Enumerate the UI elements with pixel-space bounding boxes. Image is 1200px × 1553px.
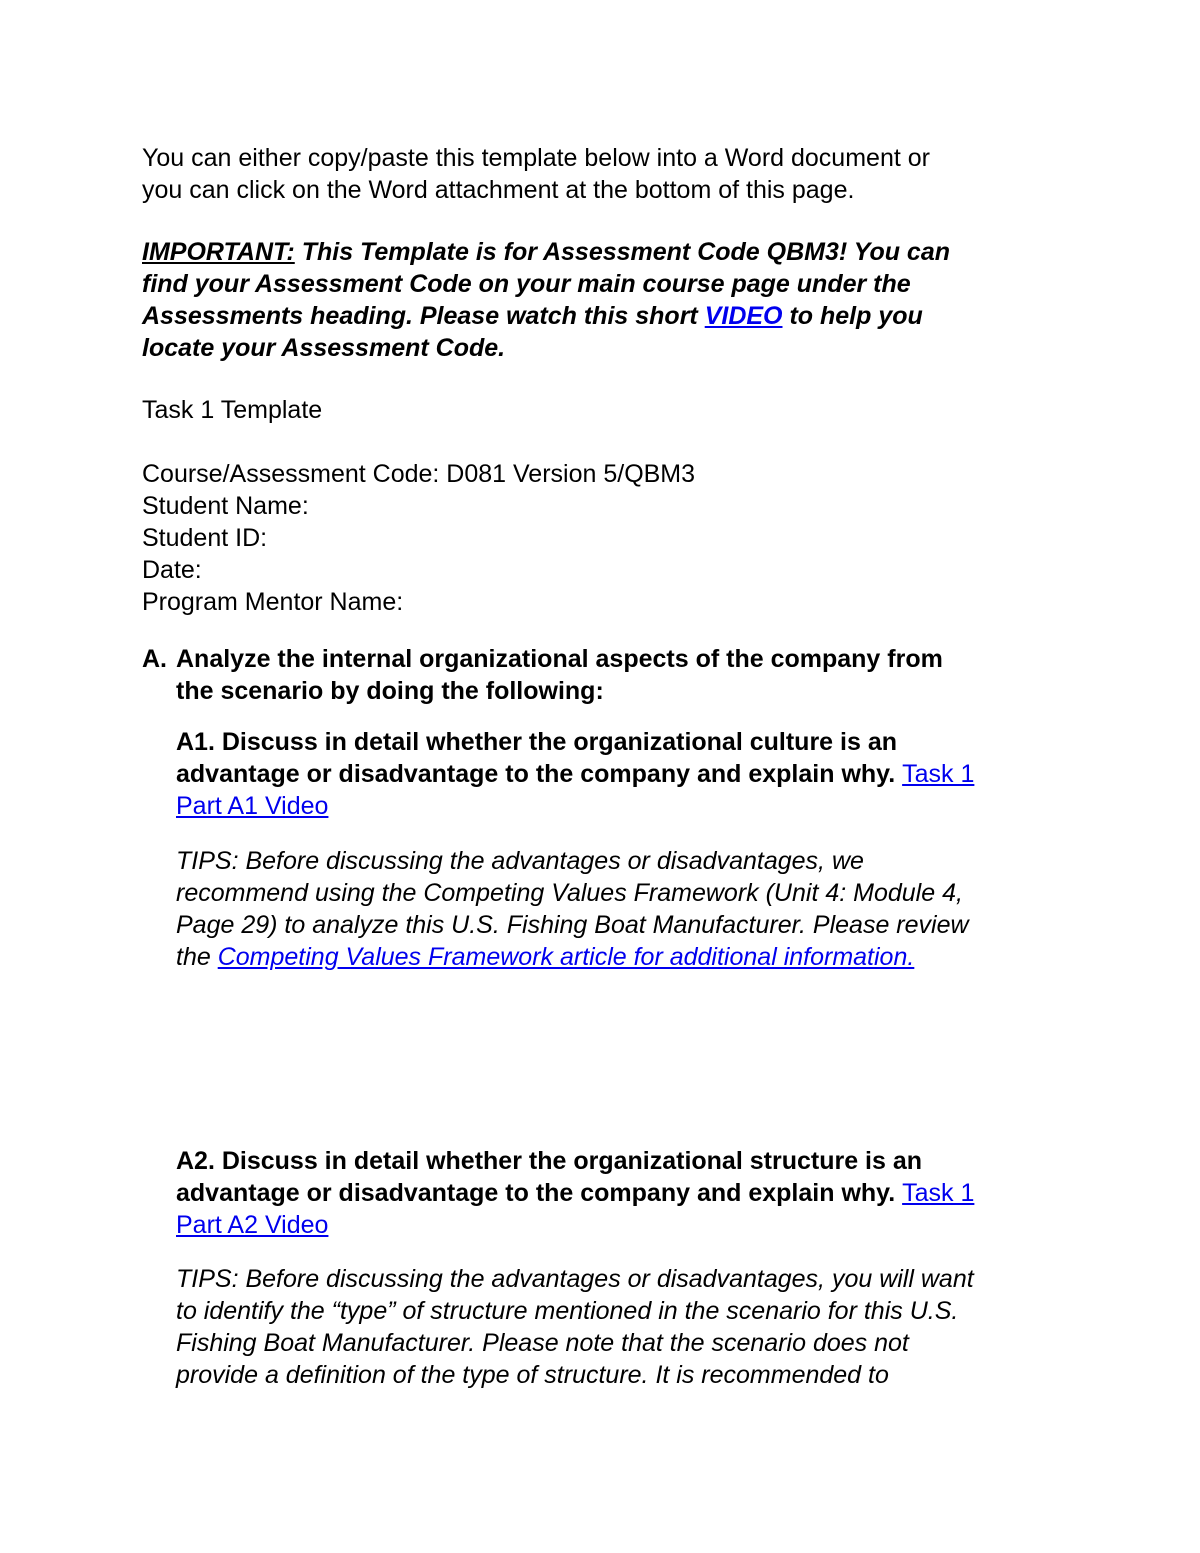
- important-text: Assessments heading. Please watch this short: [142, 302, 705, 330]
- important-line: [142, 300, 950, 332]
- a2-line: [176, 1209, 974, 1241]
- competing-values-link[interactable]: Competing Values Framework article for additional information.: [217, 943, 915, 971]
- mentor-name-field: Program Mentor Name:: [142, 588, 404, 616]
- a1-tips-line: TIPS: Before discussing the advantages or disadvantages, we: [176, 847, 864, 875]
- a1-tips-line: [176, 941, 969, 973]
- a2-tips-line: TIPS: Before discussing the advantages or disadvantages, you will want: [176, 1265, 974, 1293]
- a2-line: A2. Discuss in detail whether the organizational structure is an: [176, 1147, 923, 1175]
- a1-text: advantage or disadvantage to the company and explain why.: [176, 760, 896, 788]
- a1-line: [176, 790, 974, 822]
- important-line: [142, 236, 950, 268]
- intro-paragraph: [142, 142, 930, 206]
- a1-tips: [176, 845, 969, 973]
- section-a-letter: A.: [142, 645, 167, 673]
- a2-tips-line: Fishing Boat Manufacturer. Please note that the scenario does not: [176, 1329, 909, 1357]
- a1-tips-line: recommend using the Competing Values Framework (Unit 4: Module 4,: [176, 879, 963, 907]
- important-label: IMPORTANT:: [142, 238, 295, 266]
- date-field: Date:: [142, 556, 202, 584]
- a2-line: [176, 1177, 974, 1209]
- video-link[interactable]: VIDEO: [704, 302, 783, 330]
- student-name-field: Student Name:: [142, 492, 309, 520]
- important-text: This Template is for Assessment Code QBM3! You can: [294, 238, 951, 266]
- course-code-field: Course/Assessment Code: D081 Version 5/QBM3: [142, 460, 696, 488]
- a2-prompt: [176, 1145, 974, 1241]
- a2-video-link[interactable]: Task 1: [902, 1179, 975, 1207]
- a1-line: [176, 758, 974, 790]
- a1-line: A1. Discuss in detail whether the organizational culture is an: [176, 728, 897, 756]
- a1-tips-line: Page 29) to analyze this U.S. Fishing Boat Manufacturer. Please review: [176, 911, 969, 939]
- template-title: Task 1 Template: [142, 396, 323, 424]
- important-line: locate your Assessment Code.: [142, 334, 506, 362]
- a2-tips: [176, 1263, 974, 1391]
- header-fields: [142, 458, 695, 618]
- section-a-line: Analyze the internal organizational aspects of the company from: [176, 645, 943, 673]
- a2-tips-line: provide a definition of the type of structure. It is recommended to: [176, 1361, 889, 1389]
- a2-text: advantage or disadvantage to the company and explain why.: [176, 1179, 896, 1207]
- a1-prompt: [176, 726, 974, 822]
- important-notice: [142, 236, 950, 364]
- section-a-heading: [176, 643, 943, 707]
- a2-tips-line: to identify the “type” of structure mentioned in the scenario for this U.S.: [176, 1297, 959, 1325]
- intro-line: you can click on the Word attachment at the bottom of this page.: [142, 176, 855, 204]
- a2-video-link[interactable]: Part A2 Video: [176, 1211, 329, 1239]
- a1-tips-text: the: [176, 943, 218, 971]
- a1-video-link[interactable]: Part A1 Video: [176, 792, 329, 820]
- important-text: to help you: [782, 302, 923, 330]
- a1-video-link[interactable]: Task 1: [902, 760, 975, 788]
- student-id-field: Student ID:: [142, 524, 268, 552]
- intro-line: You can either copy/paste this template below into a Word document or: [142, 144, 930, 172]
- important-line: find your Assessment Code on your main course page under the: [142, 270, 911, 298]
- section-a-line: the scenario by doing the following:: [176, 677, 604, 705]
